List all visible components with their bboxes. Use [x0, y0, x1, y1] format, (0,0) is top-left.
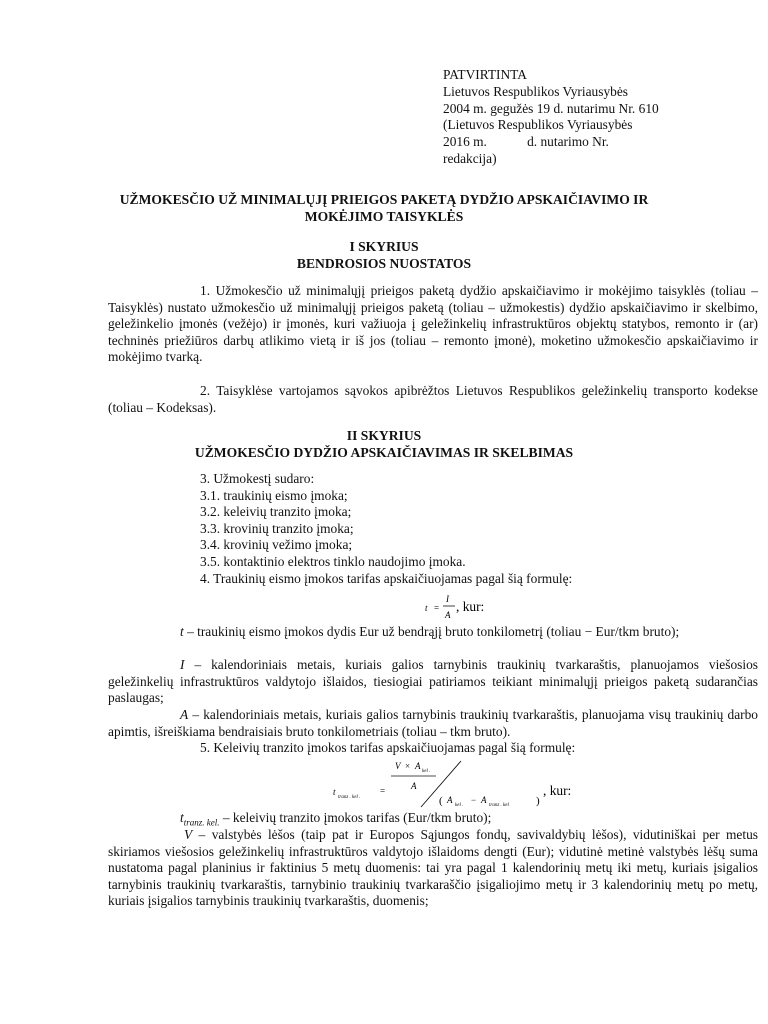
formula-denominator: A [445, 610, 451, 620]
definition-subscript: tranz. kel. [183, 817, 220, 828]
formula-symbol: ( [439, 795, 443, 807]
definition-text: – kalendoriniais metais, kuriais galios tarnybinis traukinių tvarkaraštis, planuojamos viešosios geležinkelių infrastruktūros valdytojo išlaidos, tiesiogiai patiriamos teikiant minimalųjį prieigos paketą sudarančias paslaugas; [108, 657, 758, 706]
definition-text: – keleivių tranzito įmokos tarifas (Eur/tkm bruto); [219, 810, 492, 825]
formula-symbol: × [405, 761, 411, 771]
chapter2-title: UŽMOKESČIO DYDŽIO APSKAIČIAVIMAS IR SKELBIMAS [194, 445, 574, 460]
formula-symbol: A [411, 781, 417, 791]
list-item: 3.4. krovinių vežimo įmoka; [200, 537, 353, 553]
definition-text: – valstybės lėšos (taip pat ir Europos Sąjungos fondų, savivaldybių lėšos), vidutiniškai per metus skiriamos viešosios geležinkelių infrastruktūros valdytojo išlaidoms dengti (Eur); vidutinė metinė valstybės lėšų suma nustatoma pagal planinius ir faktinius 5 metų duomenis: tai yra pagal 1 kalendorinių metų iki metų, kuriais įsigalios tarnybinis traukinių tvarkaraštis, tarnybinio traukinių tvarkaraščio įsigaliojimo metų ir 3 kalendorinių metų po metų, kuriais įsigalios tarnybinis traukinių tvarkaraštis, duomenis; [108, 827, 758, 909]
definition-symbol: A [180, 707, 189, 722]
list-item: 3.2. keleivių tranzito įmoka; [200, 504, 352, 520]
list-item: 4. Traukinių eismo įmokos tarifas apskaičiuojamas pagal šią formulę: [200, 570, 573, 586]
list-item: 3.1. traukinių eismo įmoka; [200, 487, 348, 503]
formula-subscript: tranz . kel [489, 803, 509, 808]
document-title-line2: MOKĖJIMO TAISYKLĖS [304, 209, 464, 224]
definition-V [108, 827, 758, 910]
approval-line: redakcija) [443, 150, 497, 166]
approval-line: 2004 m. gegužės 19 d. nutarimu Nr. 610 [443, 100, 659, 116]
chapter2-number: II SKYRIUS [346, 428, 422, 443]
definition-text: – traukinių eismo įmokos dydis Eur už bendrąjį bruto tonkilometrį (toliau − Eur/tkm bruto); [183, 624, 680, 639]
document-title-line1: UŽMOKESČIO UŽ MINIMALŲJĮ PRIEIGOS PAKETĄ DYDŽIO APSKAIČIAVIMO IR [119, 192, 649, 207]
definition-t [108, 624, 758, 641]
formula-subscript: kel . [422, 769, 431, 774]
paragraph-5 [108, 740, 758, 757]
definition-symbol: I [180, 657, 185, 672]
formula-symbol: V [395, 761, 401, 771]
list-item: 3. Užmokestį sudaro: [200, 471, 315, 486]
formula-subscript: kel . [455, 803, 464, 808]
formula-symbol: ) [536, 795, 540, 807]
approval-line: PATVIRTINTA [443, 67, 527, 82]
formula-symbol: A [447, 795, 453, 805]
approval-block [443, 67, 743, 168]
formula-numerator: I [446, 594, 449, 604]
formula-symbol: − [471, 795, 477, 805]
approval-line: Lietuvos Respublikos Vyriausybės [443, 83, 628, 99]
formula-symbol: = [434, 603, 440, 613]
definition-text: – kalendoriniais metais, kuriais galios tarnybinis traukinių tvarkaraštis, planuojama visų traukinių darbo apimtis, išreiškiama bendraisiais bruto tonkilometriais (toliau – tkm bruto). [108, 707, 758, 739]
definition-symbol: t [180, 810, 184, 825]
definition-symbol: V [184, 827, 193, 842]
formula-suffix: , kur: [456, 599, 485, 614]
formula-passenger-transit-tariff [333, 757, 603, 817]
formula-symbol: A [415, 761, 421, 771]
list-block [200, 471, 740, 587]
list-item: 3.5. kontaktinio elektros tinklo naudojimo įmoka. [200, 553, 466, 569]
formula-suffix: , kur: [543, 783, 572, 798]
formula-symbol: t [333, 787, 336, 797]
paragraph-2: 2. Taisyklėse vartojamos sąvokos apibrėžtos Lietuvos Respublikos geležinkelių transporto kodekse (toliau – Kodeksas). [108, 383, 758, 415]
formula-traffic-tariff [425, 590, 545, 624]
formula-symbol: = [380, 786, 386, 796]
paragraph-1: 1. Užmokesčio už minimalųjį prieigos paketą dydžio apskaičiavimo ir mokėjimo taisyklės (toliau – Taisyklės) nustato užmokesčio už minimalųjį prieigos paketą (toliau – užmokestis) dydžio apskaičiavimo ir skelbimo, geležinkelio įmonės (vežėjo) ir įmonės, kuri važiuoja į geležinkelių infrastruktūros objektų statybos, remonto ir (ar) techninės priežiūros darbų atlikimo vietą ir iš jos (toliau – remonto įmonė), moketino užmokesčio apskaičiavimo ir mokėjimo tvarką. [108, 283, 758, 365]
paragraph-5-text: 5. Keleivių tranzito įmokos tarifas apskaičiuojamas pagal šią formulę: [200, 740, 576, 755]
definition-A [108, 707, 758, 740]
chapter1-title: BENDROSIOS NUOSTATOS [296, 256, 472, 271]
formula-symbol: t [425, 603, 428, 613]
approval-line: 2016 m. d. nutarimo Nr. [443, 134, 609, 150]
formula-symbol: A [481, 795, 487, 805]
definition-symbol: t [180, 624, 184, 639]
chapter1-number: I SKYRIUS [349, 239, 419, 254]
list-item: 3.3. krovinių tranzito įmoka; [200, 520, 354, 536]
approval-line: (Lietuvos Respublikos Vyriausybės [443, 117, 633, 133]
definition-I [108, 657, 758, 707]
formula-subscript: tranz . kel . [338, 795, 361, 800]
